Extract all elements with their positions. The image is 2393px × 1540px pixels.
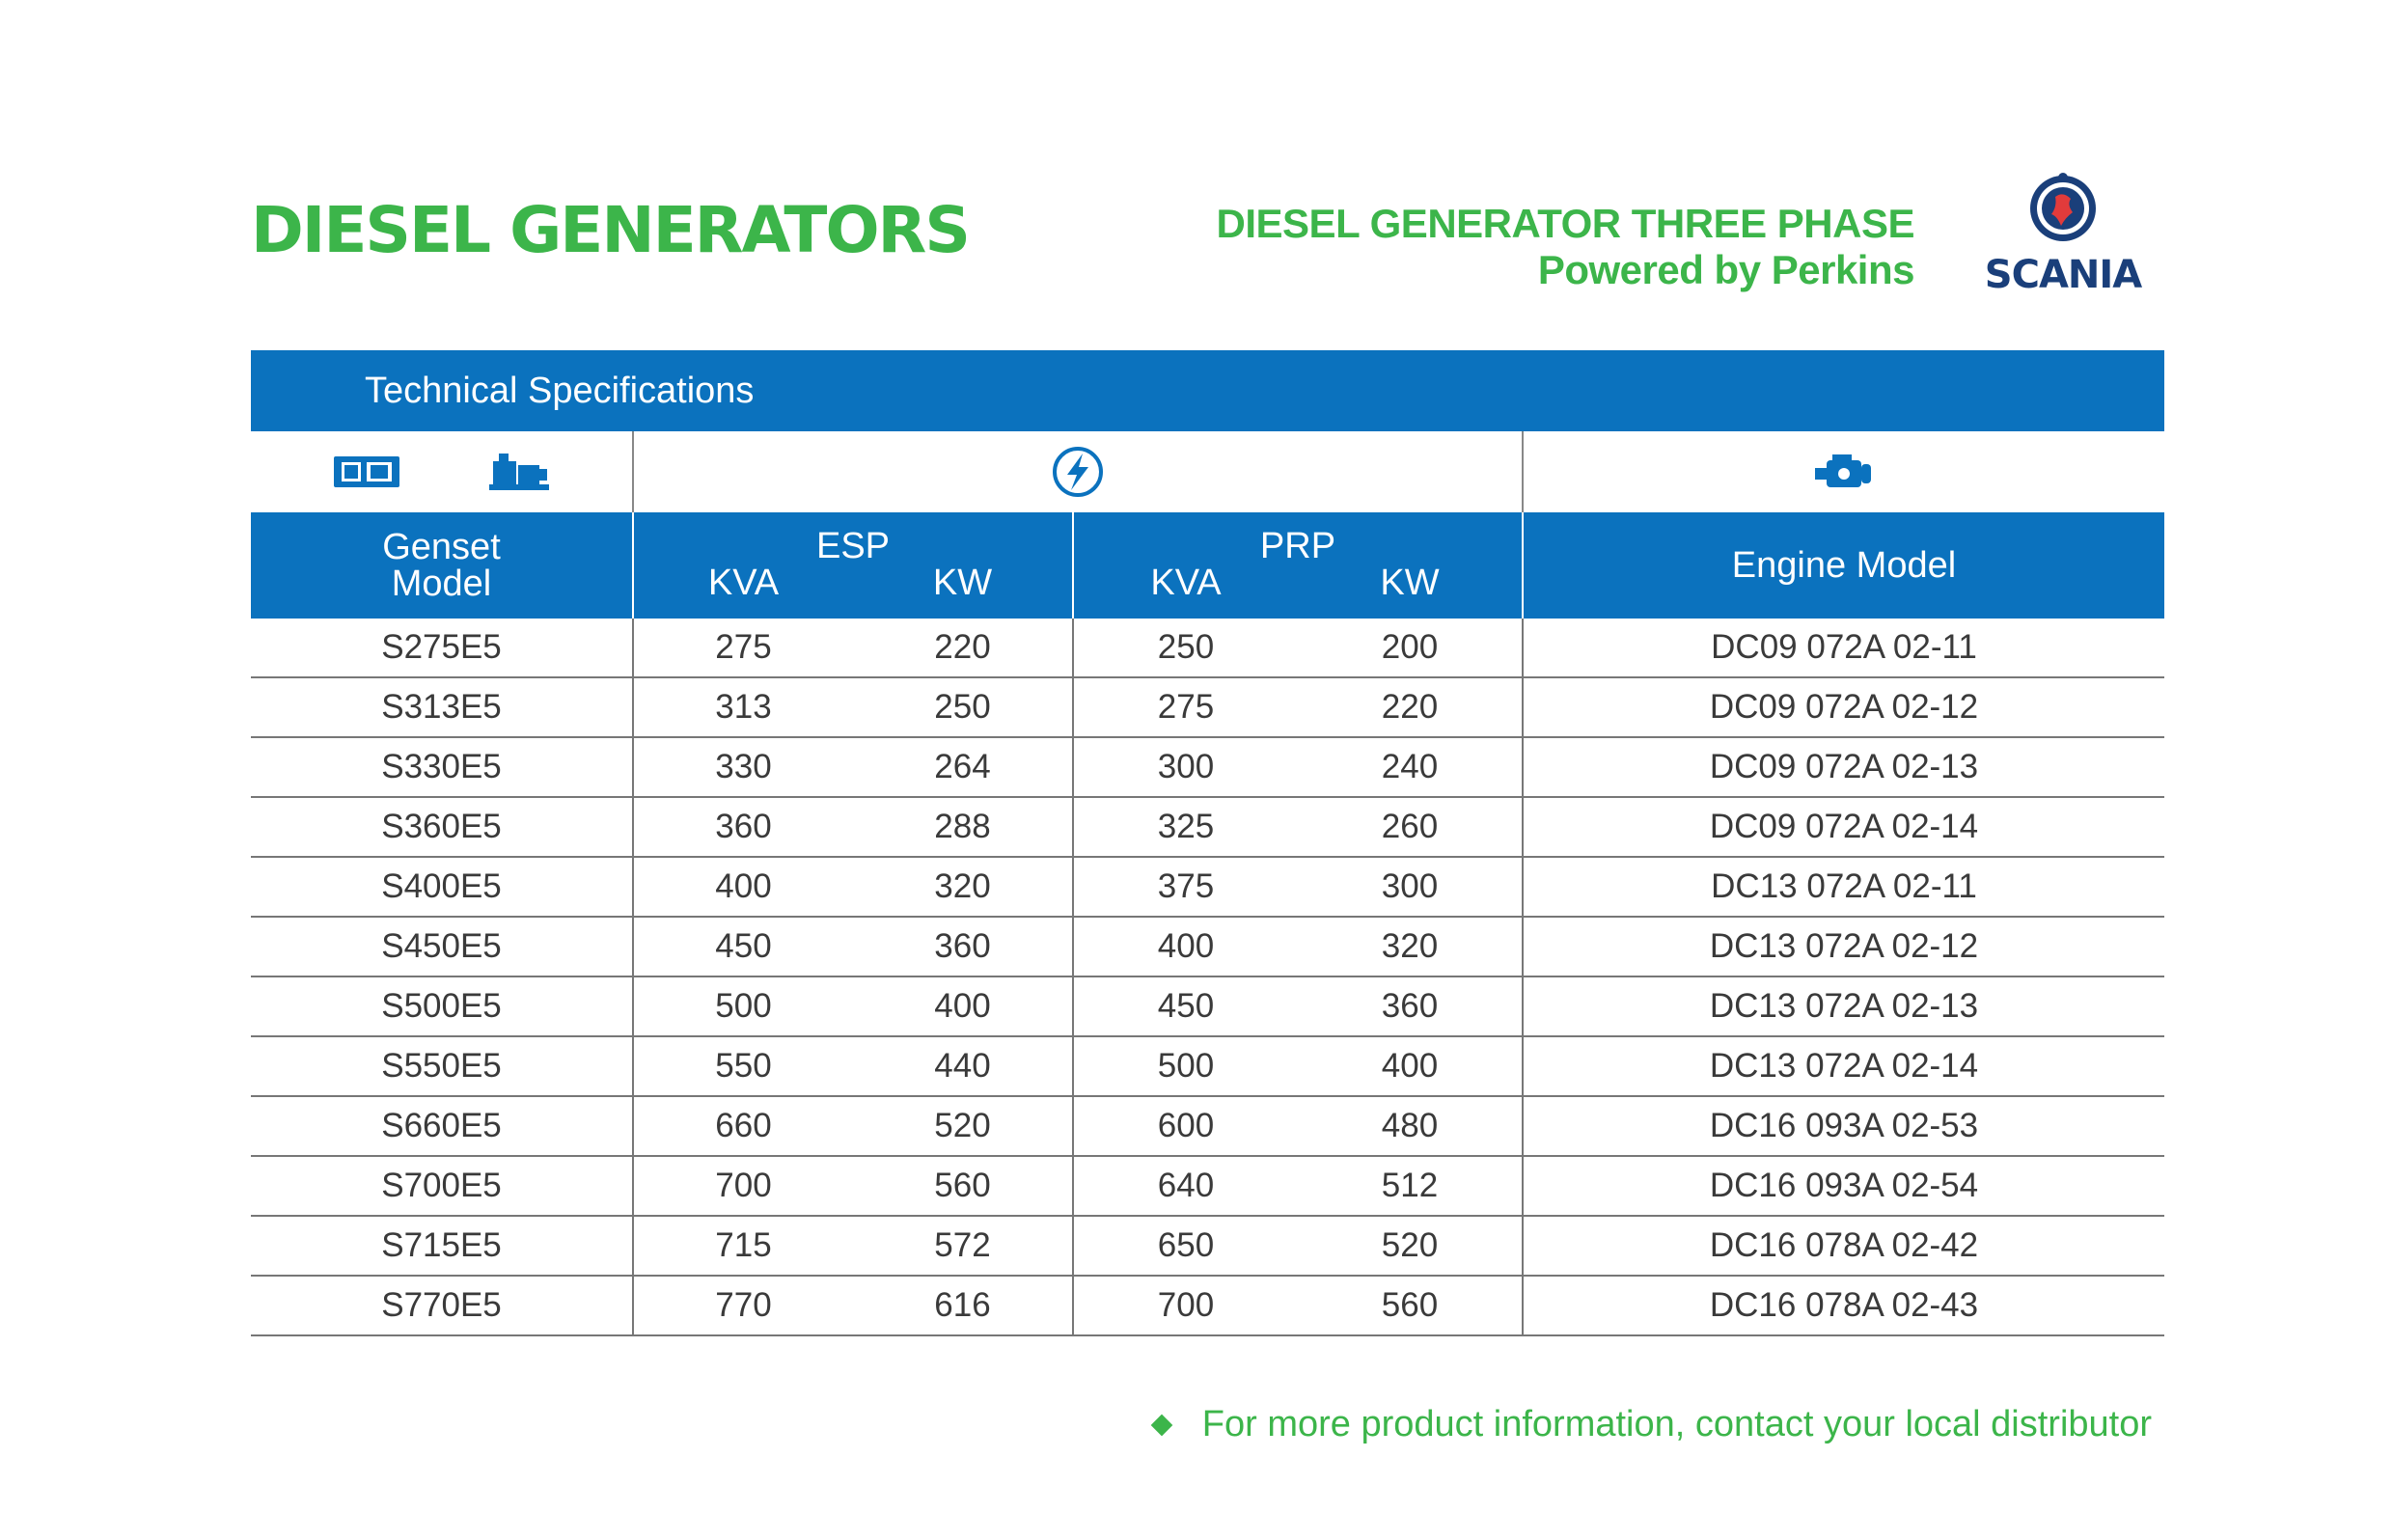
cell-engine-model: DC09 072A 02-11 <box>1522 619 2164 676</box>
cell-engine-model: DC16 093A 02-53 <box>1522 1097 2164 1155</box>
cell-genset-model: S700E5 <box>381 1167 502 1204</box>
header-prp <box>1072 512 1522 619</box>
cell-esp <box>632 619 1072 676</box>
cell-prp <box>1072 918 1522 976</box>
cell-genset-model: S313E5 <box>381 688 502 726</box>
cell-esp-kva: 770 <box>715 1286 772 1324</box>
cell-esp-kw: 360 <box>934 927 991 965</box>
engine-icon <box>1813 451 1875 493</box>
scania-logo-text: SCANIA <box>1984 253 2142 297</box>
cell-prp-kw: 320 <box>1381 927 1439 965</box>
table-row <box>251 678 2164 738</box>
header-esp-kw: KW <box>932 563 993 603</box>
cell-esp-kw: 264 <box>934 748 991 785</box>
cell-prp-kw: 560 <box>1381 1286 1439 1324</box>
cell-genset-model: S770E5 <box>381 1286 502 1324</box>
header-esp <box>632 512 1072 619</box>
cell-esp <box>632 1157 1072 1215</box>
cell-genset-model: S450E5 <box>381 927 502 965</box>
cell-engine-model: DC09 072A 02-12 <box>1522 678 2164 736</box>
cell-esp-kva: 330 <box>715 748 772 785</box>
cell-prp-kva: 400 <box>1157 927 1215 965</box>
table-row <box>251 918 2164 977</box>
cell-esp-kva: 500 <box>715 987 772 1025</box>
cell-prp <box>1072 619 1522 676</box>
cell-engine-model: DC16 093A 02-54 <box>1522 1157 2164 1215</box>
genset-icons-cell <box>251 431 632 512</box>
cell-prp <box>1072 1037 1522 1095</box>
subtitle-line-1: DIESEL GENERATOR THREE PHASE <box>1216 201 1914 246</box>
table-header <box>251 512 2164 619</box>
cell-esp-kw: 320 <box>934 867 991 905</box>
cell-genset-model: S275E5 <box>381 628 502 666</box>
cell-engine-model: DC16 078A 02-43 <box>1522 1277 2164 1334</box>
cell-esp <box>632 858 1072 916</box>
cell-esp <box>632 977 1072 1035</box>
cell-genset-model: S500E5 <box>381 987 502 1025</box>
cell-prp-kva: 600 <box>1157 1107 1215 1144</box>
header-prp-kw: KW <box>1380 563 1440 603</box>
cell-genset-model: S715E5 <box>381 1226 502 1264</box>
cell-esp-kw: 572 <box>934 1226 991 1264</box>
cell-esp-kva: 660 <box>715 1107 772 1144</box>
diamond-bullet-icon <box>1150 1414 1172 1436</box>
cell-prp <box>1072 1097 1522 1155</box>
cell-esp-kva: 550 <box>715 1047 772 1085</box>
cell-prp-kw: 220 <box>1381 688 1439 726</box>
cell-prp-kw: 400 <box>1381 1047 1439 1085</box>
cell-prp-kva: 650 <box>1157 1226 1215 1264</box>
cell-engine-model: DC09 072A 02-14 <box>1522 798 2164 856</box>
cell-prp <box>1072 798 1522 856</box>
cell-genset-model: S400E5 <box>381 867 502 905</box>
cell-engine-model: DC09 072A 02-13 <box>1522 738 2164 796</box>
footer-note-text: For more product information, contact your local distributor <box>1201 1404 2152 1444</box>
cell-prp <box>1072 738 1522 796</box>
table-row <box>251 858 2164 918</box>
cell-prp <box>1072 1277 1522 1334</box>
cell-prp-kw: 240 <box>1381 748 1439 785</box>
cell-esp-kva: 313 <box>715 688 772 726</box>
table-body <box>251 619 2164 1336</box>
table-row <box>251 798 2164 858</box>
cell-prp <box>1072 1217 1522 1275</box>
cell-esp-kw: 288 <box>934 808 991 845</box>
cell-prp <box>1072 678 1522 736</box>
table-row <box>251 619 2164 678</box>
table-row <box>251 1037 2164 1097</box>
footer-note <box>1154 1404 2152 1445</box>
icon-row <box>251 431 2164 512</box>
canopy-genset-icon <box>332 453 401 491</box>
cell-esp-kva: 275 <box>715 628 772 666</box>
cell-esp <box>632 678 1072 736</box>
cell-esp <box>632 918 1072 976</box>
header-esp-title: ESP <box>815 526 891 566</box>
cell-esp-kva: 715 <box>715 1226 772 1264</box>
cell-prp <box>1072 1157 1522 1215</box>
table-row <box>251 1277 2164 1336</box>
cell-prp <box>1072 977 1522 1035</box>
cell-esp-kw: 440 <box>934 1047 991 1085</box>
spec-table <box>251 350 2164 1336</box>
cell-prp-kw: 480 <box>1381 1107 1439 1144</box>
cell-prp-kva: 250 <box>1157 628 1215 666</box>
cell-esp-kva: 360 <box>715 808 772 845</box>
header-genset-line1: Genset <box>382 527 501 567</box>
cell-genset-model: S550E5 <box>381 1047 502 1085</box>
header-esp-kva: KVA <box>707 563 780 603</box>
cell-prp-kw: 520 <box>1381 1226 1439 1264</box>
page-title: DIESEL GENERATORS <box>251 193 969 267</box>
header-engine-model: Engine Model <box>1522 512 2164 619</box>
table-row <box>251 1157 2164 1217</box>
cell-engine-model: DC13 072A 02-14 <box>1522 1037 2164 1095</box>
cell-esp-kw: 616 <box>934 1286 991 1324</box>
cell-esp <box>632 1097 1072 1155</box>
cell-esp-kw: 220 <box>934 628 991 666</box>
header-prp-kva: KVA <box>1150 563 1222 603</box>
table-row <box>251 1097 2164 1157</box>
cell-prp-kw: 360 <box>1381 987 1439 1025</box>
open-genset-icon <box>487 452 551 492</box>
cell-esp-kva: 450 <box>715 927 772 965</box>
cell-esp <box>632 1277 1072 1334</box>
cell-prp-kva: 275 <box>1157 688 1215 726</box>
cell-prp <box>1072 858 1522 916</box>
cell-prp-kva: 640 <box>1157 1167 1215 1204</box>
cell-esp <box>632 1217 1072 1275</box>
cell-prp-kva: 450 <box>1157 987 1215 1025</box>
cell-esp-kw: 400 <box>934 987 991 1025</box>
cell-esp <box>632 738 1072 796</box>
cell-prp-kva: 375 <box>1157 867 1215 905</box>
table-row <box>251 1217 2164 1277</box>
cell-esp-kw: 250 <box>934 688 991 726</box>
engine-icon-cell <box>1522 431 2164 512</box>
cell-esp <box>632 798 1072 856</box>
lightning-icon <box>1052 446 1104 498</box>
cell-prp-kva: 500 <box>1157 1047 1215 1085</box>
cell-prp-kw: 200 <box>1381 628 1439 666</box>
cell-genset-model: S360E5 <box>381 808 502 845</box>
table-row <box>251 738 2164 798</box>
header-genset-model <box>251 512 632 619</box>
cell-esp-kva: 700 <box>715 1167 772 1204</box>
power-icon-cell <box>632 431 1522 512</box>
cell-engine-model: DC13 072A 02-12 <box>1522 918 2164 976</box>
subtitle <box>1217 201 1914 293</box>
cell-prp-kva: 700 <box>1157 1286 1215 1324</box>
subtitle-line-2: Powered by Perkins <box>1537 247 1914 292</box>
cell-prp-kva: 300 <box>1157 748 1215 785</box>
cell-esp-kw: 520 <box>934 1107 991 1144</box>
cell-engine-model: DC13 072A 02-13 <box>1522 977 2164 1035</box>
cell-genset-model: S330E5 <box>381 748 502 785</box>
header-genset-line2: Model <box>391 564 492 604</box>
cell-esp <box>632 1037 1072 1095</box>
cell-prp-kw: 260 <box>1381 808 1439 845</box>
header-prp-title: PRP <box>1259 526 1336 566</box>
cell-prp-kw: 300 <box>1381 867 1439 905</box>
spec-table-title: Technical Specifications <box>251 350 2164 431</box>
cell-engine-model: DC13 072A 02-11 <box>1522 858 2164 916</box>
cell-genset-model: S660E5 <box>381 1107 502 1144</box>
cell-prp-kva: 325 <box>1157 808 1215 845</box>
table-row <box>251 977 2164 1037</box>
cell-engine-model: DC16 078A 02-42 <box>1522 1217 2164 1275</box>
cell-prp-kw: 512 <box>1381 1167 1439 1204</box>
cell-esp-kw: 560 <box>934 1167 991 1204</box>
cell-esp-kva: 400 <box>715 867 772 905</box>
